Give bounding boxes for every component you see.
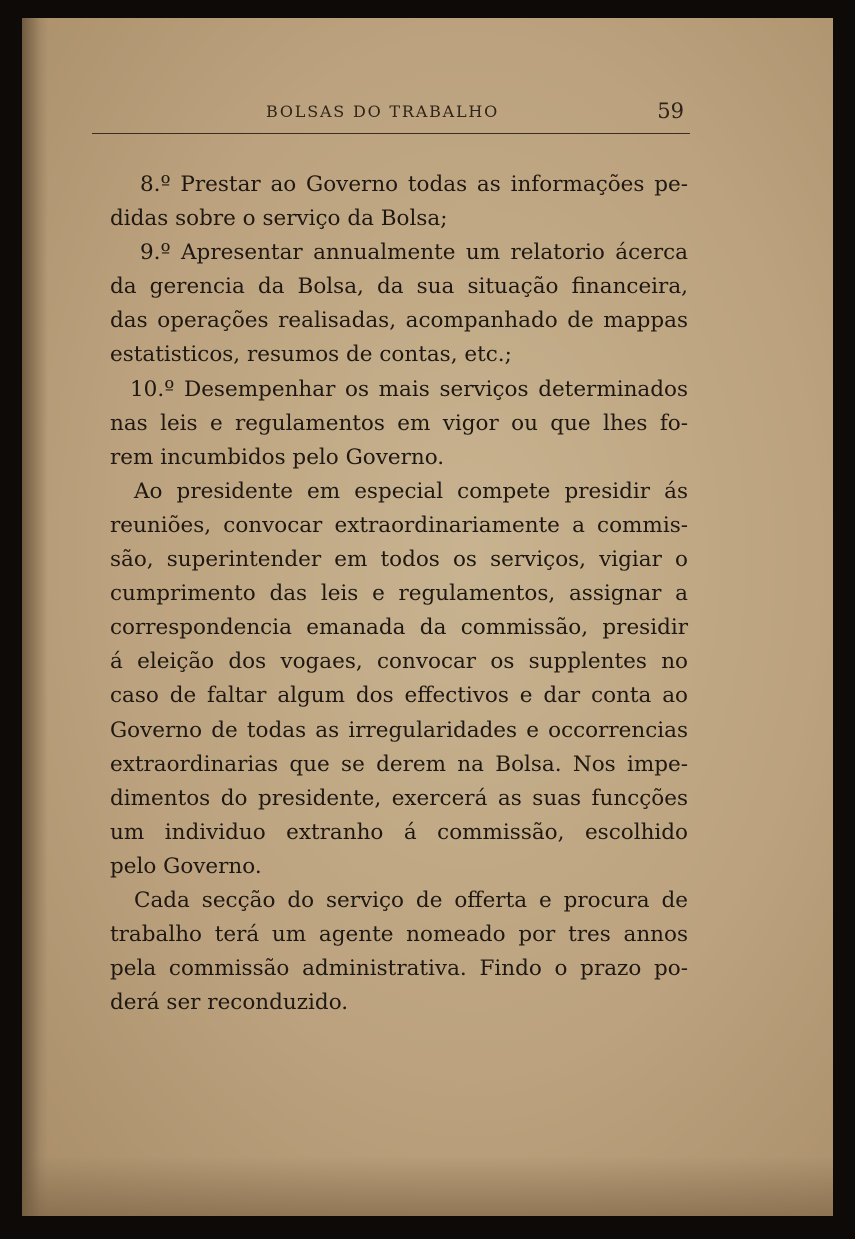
paragraph — [110, 236, 688, 372]
page-bottom-shade — [22, 1156, 833, 1216]
text-line: derá ser reconduzido. — [110, 990, 349, 1016]
text-line: Governo de todas as irregularidades e occorrencias — [110, 717, 688, 743]
text-line: pela commissão administrativa. Findo o prazo po- — [110, 956, 688, 982]
text-line: didas sobre o serviço da Bolsa; — [110, 206, 448, 232]
running-header — [266, 100, 686, 124]
text-line: são, superintender em todos os serviços, vigiar o — [110, 547, 688, 573]
text-line: 9.º Apresentar annualmente um relatorio ácerca — [140, 240, 688, 266]
text-line: nas leis e regulamentos em vigor ou que lhes fo- — [110, 410, 688, 436]
text-line: um individuo extranho á commissão, escolhido — [110, 819, 688, 845]
text-line: da gerencia da Bolsa, da sua situação financeira, — [110, 274, 688, 300]
text-line: Cada secção do serviço de offerta e procura de — [134, 887, 688, 913]
text-line: caso de faltar algum dos effectivos e dar conta ao — [110, 683, 688, 709]
paragraph — [110, 475, 688, 884]
text-line: á eleição dos vogaes, convocar os supplentes no — [110, 649, 688, 675]
body-text — [110, 168, 688, 1020]
text-line: extraordinarias que se derem na Bolsa. Nos impe- — [110, 751, 688, 777]
text-line: pelo Governo. — [110, 853, 262, 879]
text-line: das operações realisadas, acompanhado de mappas — [110, 308, 688, 334]
page-binding-shadow — [22, 18, 48, 1216]
text-line: reuniões, convocar extraordinariamente a commis- — [110, 512, 688, 538]
text-line: dimentos do presidente, exercerá as suas funcções — [110, 785, 688, 811]
text-line: trabalho terá um agente nomeado por tres annos — [110, 922, 688, 948]
running-title: BOLSAS DO TRABALHO — [266, 102, 500, 121]
text-line: correspondencia emanada da commissão, presidir — [110, 615, 688, 641]
paragraph — [110, 168, 688, 236]
text-line: Ao presidente em especial compete presidir ás — [134, 478, 688, 504]
text-line: 10.º Desempenhar os mais serviços determinados — [130, 376, 688, 402]
page-number: 59 — [657, 99, 684, 123]
paragraph — [110, 884, 688, 1020]
text-line: estatisticos, resumos de contas, etc.; — [110, 342, 512, 368]
book-page — [22, 18, 833, 1216]
text-line: 8.º Prestar ao Governo todas as informações pe- — [140, 172, 688, 197]
text-line: rem incumbidos pelo Governo. — [110, 444, 445, 470]
header-rule — [92, 133, 690, 134]
text-line: cumprimento das leis e regulamentos, assignar a — [110, 581, 688, 607]
paragraph — [110, 373, 688, 475]
